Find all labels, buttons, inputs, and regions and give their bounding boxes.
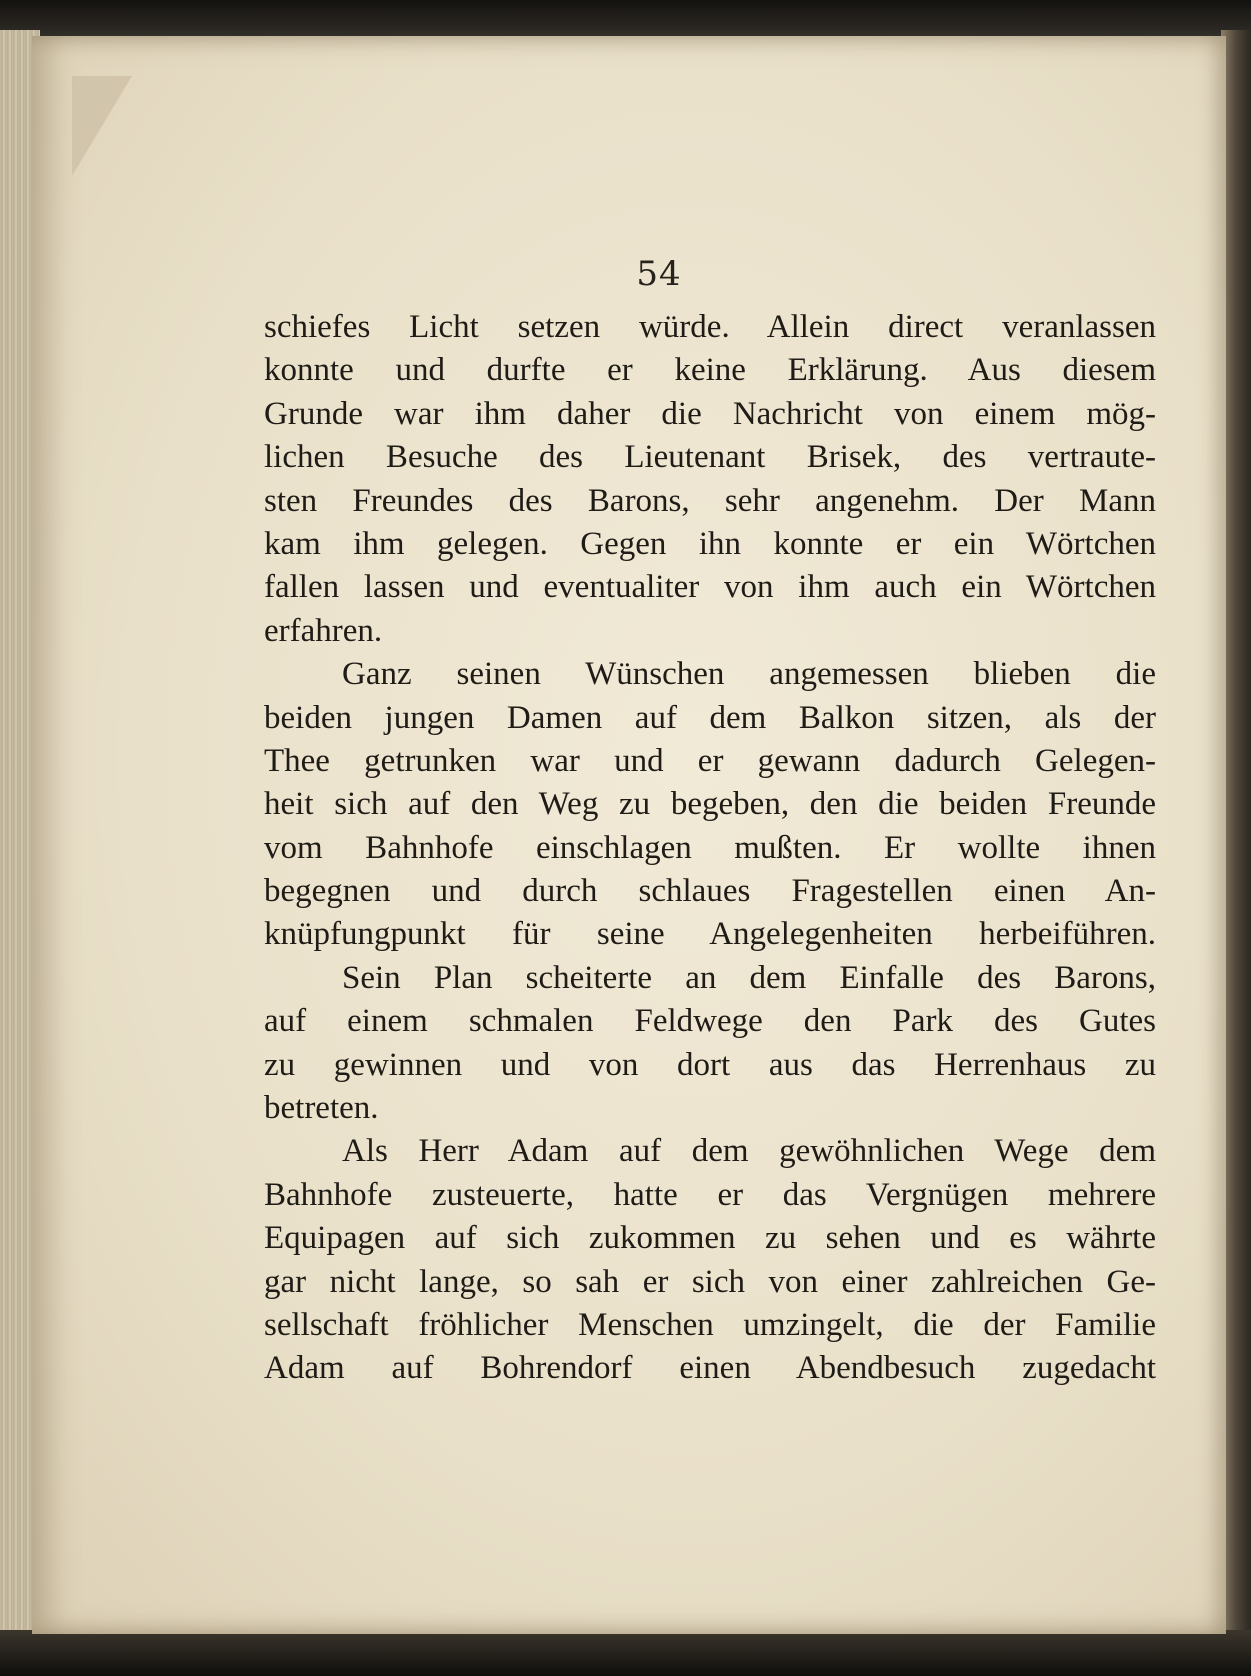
text-line: Bahnhofe zusteuerte, hatte er das Vergnügen mehrere	[264, 1176, 1156, 1213]
text-line: Equipagen auf sich zukommen zu sehen und es währte	[264, 1220, 1156, 1257]
corner-fold	[72, 76, 132, 176]
text-line: Grunde war ihm daher die Nachricht von einem mög-	[264, 395, 1156, 432]
text-line: Als Herr Adam auf dem gewöhnlichen Wege dem	[342, 1133, 1156, 1170]
text-line: konnte und durfte er keine Erklärung. Aus diesem	[264, 352, 1156, 389]
text-line: zu gewinnen und von dort aus das Herrenhaus zu	[264, 1046, 1156, 1083]
text-line: begegnen und durch schlaues Fragestellen einen An-	[264, 873, 1156, 910]
text-line: erfahren.	[264, 612, 383, 649]
text-line: Ganz seinen Wünschen angemessen blieben die	[342, 656, 1156, 693]
text-line: lichen Besuche des Lieutenant Brisek, des vertraute-	[264, 439, 1156, 476]
text-line: betreten.	[264, 1090, 379, 1127]
text-line: gar nicht lange, so sah er sich von einer zahlreichen Ge-	[264, 1263, 1156, 1300]
bottom-book-edge	[0, 1630, 1251, 1676]
text-line: sellschaft fröhlicher Menschen umzingelt, die der Familie	[264, 1306, 1156, 1343]
body-text	[264, 306, 1156, 1391]
text-line: heit sich auf den Weg zu begeben, den die beiden Freunde	[264, 786, 1156, 823]
text-line: kam ihm gelegen. Gegen ihn konnte er ein Wörtchen	[264, 525, 1156, 562]
text-line: schiefes Licht setzen würde. Allein direct veranlassen	[264, 309, 1156, 345]
page-number: 54	[636, 254, 682, 294]
text-line: Sein Plan scheiterte an dem Einfalle des Barons,	[342, 959, 1156, 996]
text-line: beiden jungen Damen auf dem Balkon sitzen, als der	[264, 699, 1156, 736]
text-line: fallen lassen und eventualiter von ihm auch ein Wörtchen	[264, 569, 1156, 606]
text-line: Adam auf Bohrendorf einen Abendbesuch zugedacht	[264, 1350, 1156, 1387]
text-line: vom Bahnhofe einschlagen mußten. Er wollte ihnen	[264, 829, 1156, 866]
text-line: knüpfungpunkt für seine Angelegenheiten herbeiführen.	[264, 916, 1156, 953]
text-line: sten Freundes des Barons, sehr angenehm. Der Mann	[264, 482, 1156, 519]
text-line: auf einem schmalen Feldwege den Park des Gutes	[264, 1003, 1156, 1040]
text-line: Thee getrunken war und er gewann dadurch Gelegen-	[264, 742, 1156, 779]
